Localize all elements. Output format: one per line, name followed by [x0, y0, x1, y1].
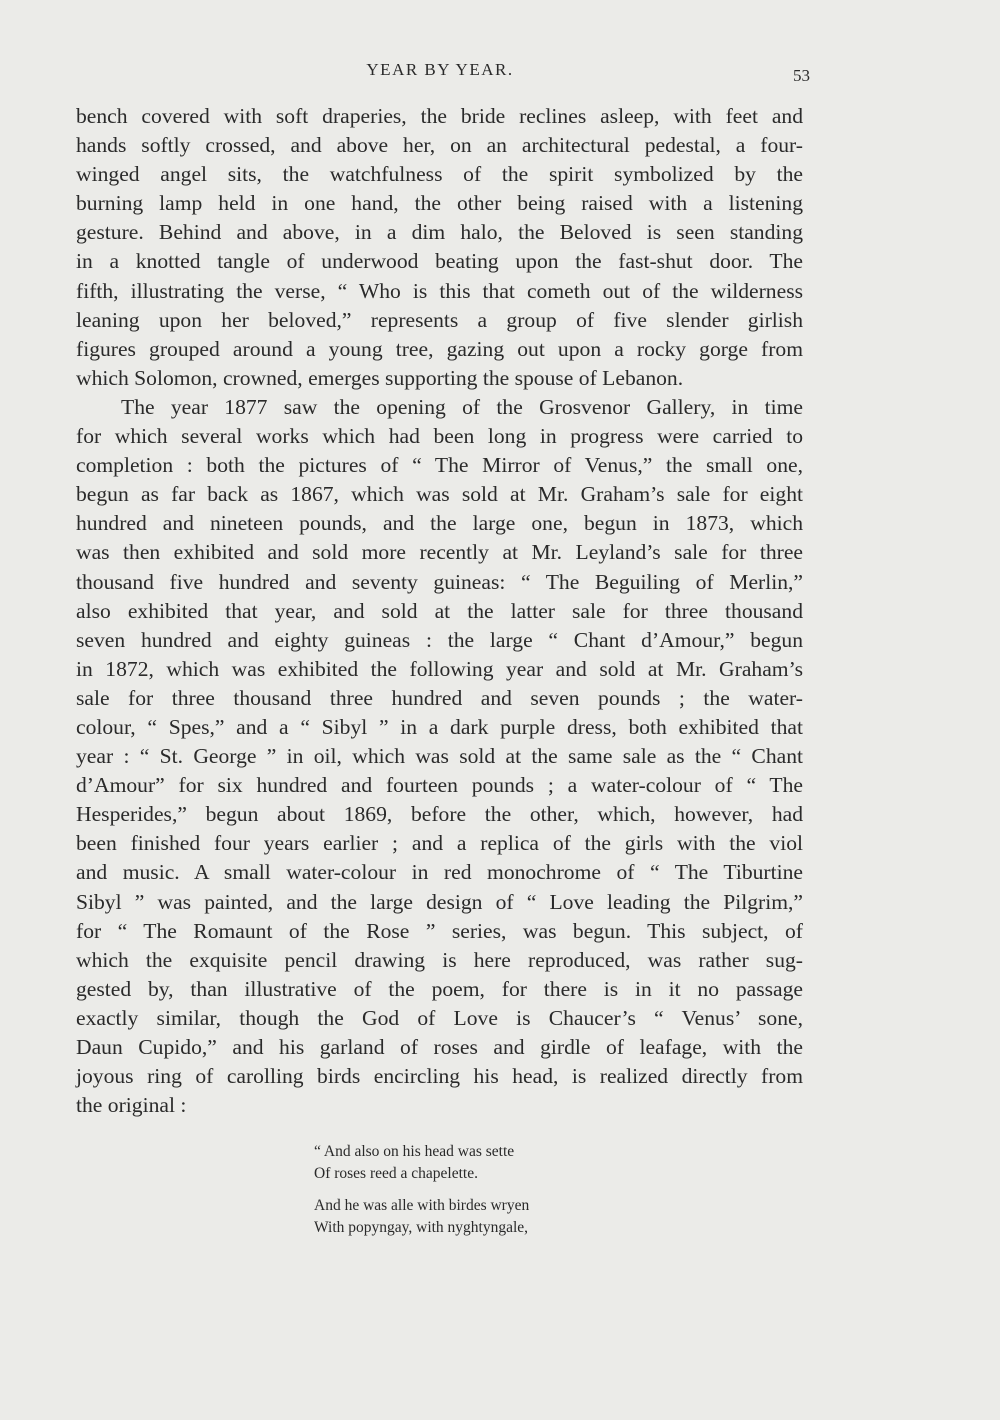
text-line: and music. A small water-colour in red monochrome of “ The Tiburtine [76, 860, 803, 885]
text-line: hands softly crossed, and above her, on an architectural pedestal, a four- [76, 133, 803, 158]
text-line: been finished four years earlier ; and a replica of the girls with the viol [76, 831, 803, 856]
text-line: the original : [76, 1093, 187, 1118]
text-line: thousand five hundred and seventy guineas: “ The Beguiling of Merlin,” [76, 569, 803, 594]
text-line: Sibyl ” was painted, and the large design of “ Love leading the Pilgrim,” [76, 889, 803, 914]
verse-line: With popyngay, with nyghtyngale, [314, 1219, 529, 1236]
text-line: leaning upon her beloved,” represents a group of five slender girlish [76, 307, 803, 332]
text-line: was then exhibited and sold more recently at Mr. Leyland’s sale for three [76, 540, 803, 565]
text-line: also exhibited that year, and sold at the latter sale for three thousand [76, 598, 803, 623]
text-line: completion : both the pictures of “ The Mirror of Venus,” the small one, [76, 453, 803, 478]
text-line: burning lamp held in one hand, the other being raised with a listening [76, 191, 803, 216]
body-text [76, 102, 803, 1120]
text-line: in 1872, which was exhibited the following year and sold at Mr. Graham’s [76, 656, 803, 681]
text-line: hundred and nineteen pounds, and the large one, begun in 1873, which [76, 511, 803, 536]
verse-stanza [314, 1141, 634, 1185]
text-line: in a knotted tangle of underwood beating upon the fast-shut door. The [76, 249, 803, 274]
text-line: begun as far back as 1867, which was sold at Mr. Graham’s sale for eight [76, 482, 803, 507]
running-head: YEAR BY YEAR. [366, 60, 514, 79]
text-line: for “ The Romaunt of the Rose ” series, was begun. This subject, of [76, 918, 803, 943]
text-line: Daun Cupido,” and his garland of roses and girdle of leafage, with the [76, 1035, 803, 1059]
text-line: gesture. Behind and above, in a dim halo, the Beloved is seen standing [76, 220, 803, 245]
text-line: exactly similar, though the God of Love is Chaucer’s “ Venus’ sone, [76, 1005, 803, 1030]
text-line: year : “ St. George ” in oil, which was sold at the same sale as the “ Chant [76, 744, 803, 769]
text-line: winged angel sits, the watchfulness of the spirit symbolized by the [76, 162, 803, 187]
text-line: for which several works which had been long in progress were carried to [76, 424, 803, 449]
text-line: The year 1877 saw the opening of the Grosvenor Gallery, in time [121, 394, 803, 419]
text-line: which Solomon, crowned, emerges supporting the spouse of Lebanon. [76, 365, 684, 390]
text-line: gested by, than illustrative of the poem, for there is in it no passage [76, 976, 803, 1001]
text-line: colour, “ Spes,” and a “ Sibyl ” in a dark purple dress, both exhibited that [76, 714, 803, 739]
verse-quotation [314, 1141, 634, 1249]
text-line: seven hundred and eighty guineas : the large “ Chant d’Amour,” begun [76, 627, 803, 652]
verse-line: And he was alle with birdes wryen [314, 1197, 530, 1214]
text-line: fifth, illustrating the verse, “ Who is this that cometh out of the wilderness [76, 278, 803, 303]
text-line: joyous ring of carolling birds encircling his head, is realized directly from [76, 1064, 803, 1089]
page-number: 53 [793, 66, 810, 85]
text-line: sale for three thousand three hundred and seven pounds ; the water- [76, 685, 803, 710]
verse-line: Of roses reed a chapelette. [314, 1165, 478, 1182]
verse-line: “ And also on his head was sette [314, 1143, 515, 1160]
text-line: which the exquisite pencil drawing is here reproduced, was rather sug- [76, 947, 803, 972]
text-line: bench covered with soft draperies, the bride reclines asleep, with feet and [76, 104, 803, 128]
text-line: Hesperides,” begun about 1869, before the other, which, however, had [76, 802, 803, 827]
verse-stanza [314, 1195, 634, 1239]
text-line: figures grouped around a young tree, gazing out upon a rocky gorge from [76, 336, 803, 361]
text-line: d’Amour” for six hundred and fourteen pounds ; a water-colour of “ The [76, 773, 803, 798]
